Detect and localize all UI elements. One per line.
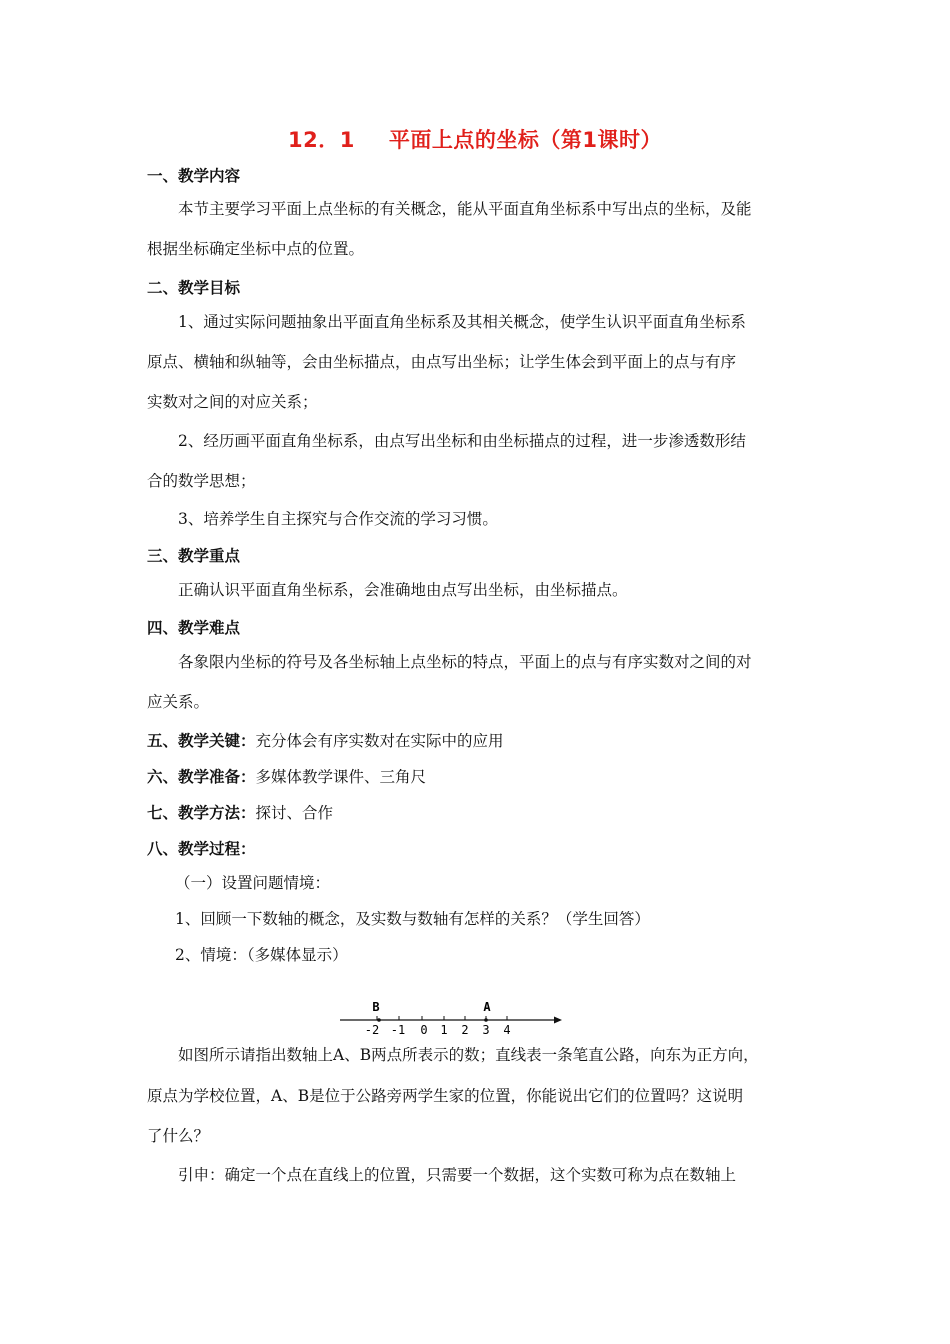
paragraph-line: 各象限内坐标的符号及各坐标轴上点坐标的特点，平面上的点与有序实数对之间的对 <box>178 653 752 671</box>
title-text: 平面上点的坐标（第1课时） <box>388 128 662 152</box>
paragraph-line: 根据坐标确定坐标中点的位置。 <box>147 240 365 258</box>
section-heading-key <box>147 729 504 751</box>
paragraph-line: 原点、横轴和纵轴等，会由坐标描点，由点写出坐标；让学生体会到平面上的点与有序 <box>147 353 737 371</box>
point-a-label: A <box>483 1000 491 1014</box>
section-heading-preparation <box>147 765 426 787</box>
tick-label: 3 <box>482 1023 490 1037</box>
section-heading-process: 八、教学过程： <box>147 840 256 858</box>
paragraph-line: 了什么？ <box>147 1127 210 1145</box>
page-title <box>0 124 950 154</box>
paragraph-line: 如图所示请指出数轴上A、B两点所表示的数；直线表一条笔直公路，向东为正方向， <box>178 1046 759 1064</box>
section-heading-method-label: 七、教学方法： <box>147 804 256 822</box>
paragraph-line: 正确认识平面直角坐标系，会准确地由点写出坐标，由坐标描点。 <box>178 581 628 599</box>
tick-label: 1 <box>440 1023 448 1037</box>
section-heading-preparation-label: 六、教学准备： <box>147 768 256 786</box>
section-key-text: 充分体会有序实数对在实际中的应用 <box>255 732 504 750</box>
section-heading-key-points: 三、教学重点 <box>147 547 241 565</box>
paragraph-line: （一）设置问题情境： <box>175 874 331 892</box>
section-heading-difficulties: 四、教学难点 <box>147 619 241 637</box>
paragraph-line: 2、经历画平面直角坐标系，由点写出坐标和由坐标描点的过程，进一步渗透数形结 <box>178 432 746 450</box>
paragraph-line: 本节主要学习平面上点坐标的有关概念，能从平面直角坐标系中写出点的坐标，及能 <box>178 200 752 218</box>
tick-label: 4 <box>503 1023 511 1037</box>
section-heading-content: 一、教学内容 <box>147 167 241 185</box>
paragraph-line: 3、培养学生自主探究与合作交流的学习习惯。 <box>178 510 498 528</box>
paragraph-line: 1、回顾一下数轴的概念，及实数与数轴有怎样的关系？（学生回答） <box>175 910 650 928</box>
paragraph-line: 2、情境：（多媒体显示） <box>175 946 348 964</box>
point-b-label: B <box>372 1000 380 1014</box>
section-heading-key-label: 五、教学关键： <box>147 732 256 750</box>
section-heading-goals: 二、教学目标 <box>147 279 241 297</box>
tick-label: 2 <box>461 1023 469 1037</box>
section-method-text: 探讨、合作 <box>255 804 334 822</box>
title-number: 12．1 <box>288 128 355 152</box>
paragraph-line: 1、通过实际问题抽象出平面直角坐标系及其相关概念，使学生认识平面直角坐标系 <box>178 313 746 331</box>
tick-label: 0 <box>420 1023 428 1037</box>
paragraph-line: 实数对之间的对应关系； <box>147 393 318 411</box>
paragraph-line: 应关系。 <box>147 693 210 711</box>
paragraph-line: 原点为学校位置，A、B是位于公路旁两学生家的位置，你能说出它们的位置吗？这说明 <box>147 1087 744 1105</box>
section-preparation-text: 多媒体教学课件、三角尺 <box>255 768 427 786</box>
number-line-arrow <box>554 1017 562 1024</box>
section-heading-method <box>147 801 333 823</box>
tick-label: -2 <box>364 1023 380 1037</box>
point-b-marker <box>377 1018 381 1022</box>
paragraph-line: 合的数学思想； <box>147 472 256 490</box>
number-line-figure <box>336 994 568 1038</box>
tick-label: -1 <box>390 1023 406 1037</box>
point-a-marker <box>484 1018 488 1022</box>
paragraph-line: 引申：确定一个点在直线上的位置，只需要一个数据，这个实数可称为点在数轴上 <box>178 1166 737 1184</box>
